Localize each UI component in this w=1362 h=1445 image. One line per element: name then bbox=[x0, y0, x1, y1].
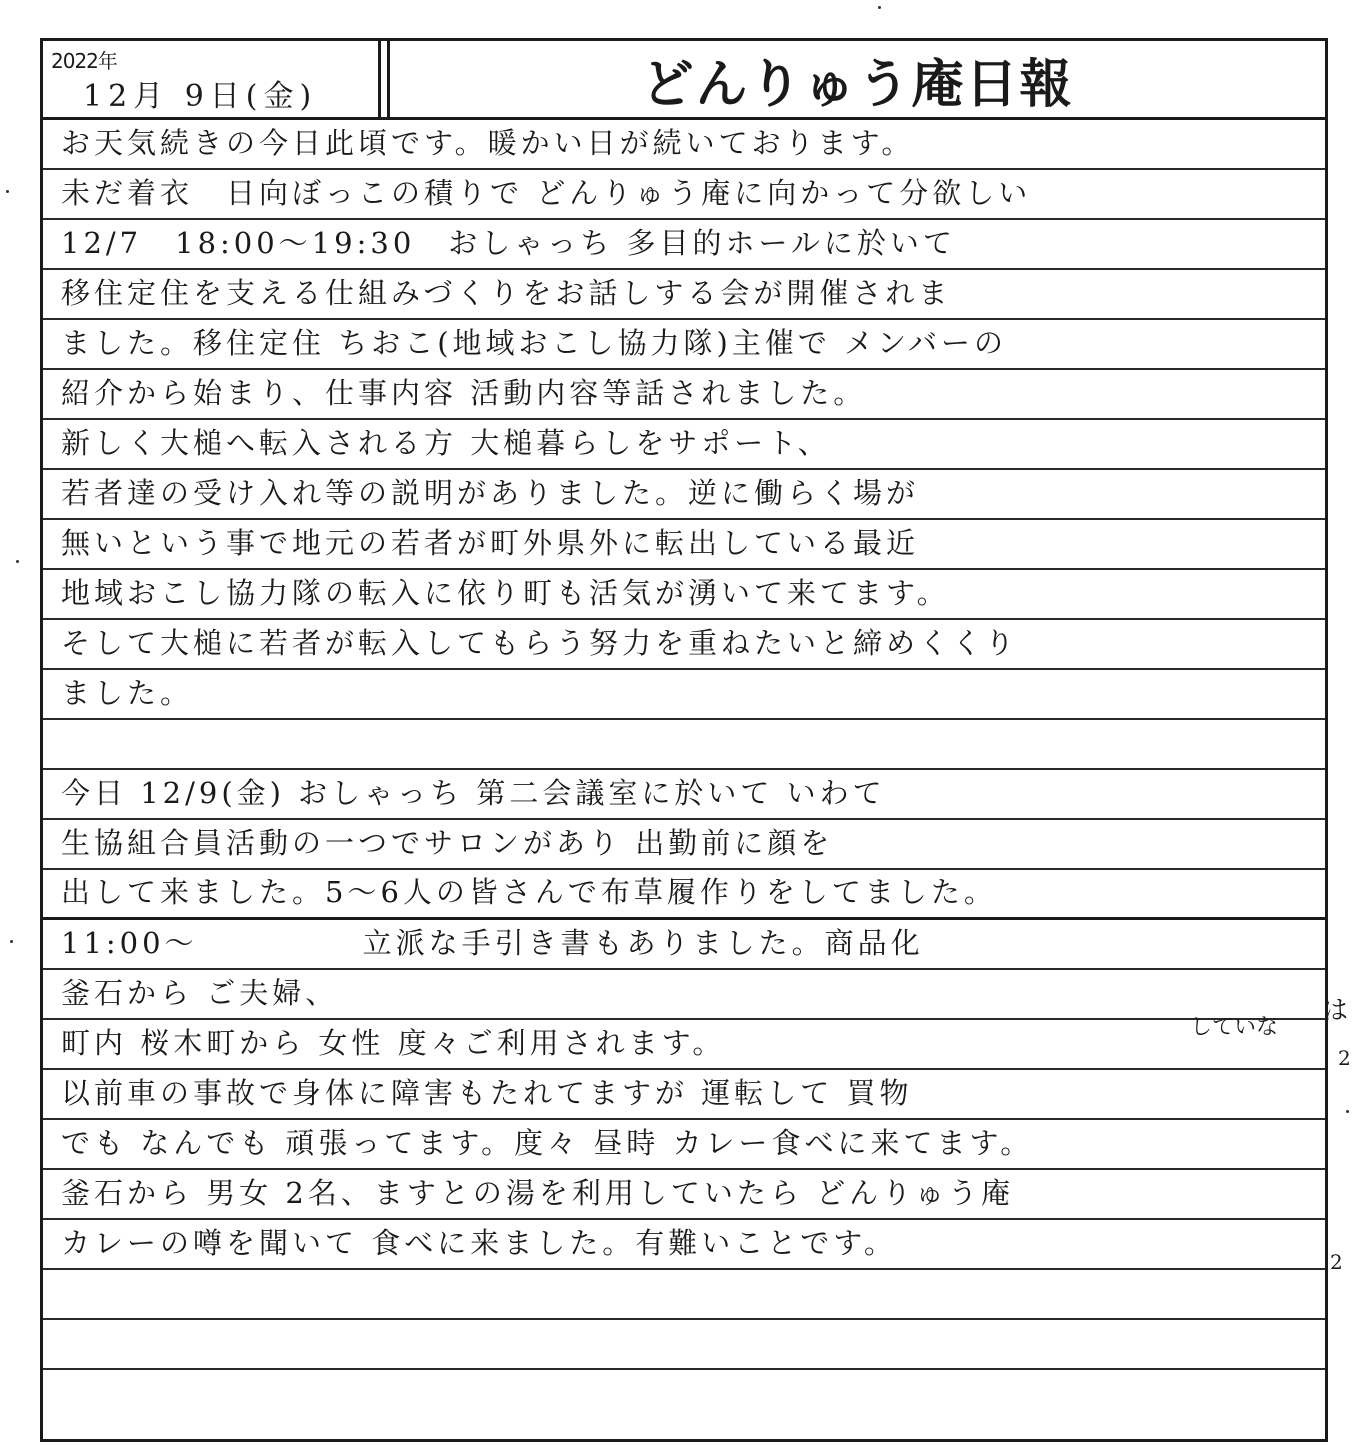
report-line bbox=[43, 770, 1325, 820]
report-line bbox=[43, 120, 1325, 170]
report-line bbox=[43, 1320, 1325, 1370]
report-line bbox=[43, 1020, 1325, 1070]
report-line bbox=[43, 1270, 1325, 1320]
report-line bbox=[43, 970, 1325, 1020]
report-title: どんりゅう庵日報 bbox=[641, 54, 1074, 115]
scan-speck bbox=[6, 190, 9, 193]
margin-note: 2 bbox=[1330, 1250, 1343, 1274]
line-text: 若者達の受け入れ等の説明がありました。逆に働らく場が bbox=[61, 476, 920, 510]
margin-note: 2 bbox=[1338, 1046, 1351, 1070]
report-line bbox=[43, 820, 1325, 870]
line-text: 未だ着衣 日向ぼっこの積りで どんりゅう庵に向かって分欲しい bbox=[61, 176, 1032, 210]
report-line bbox=[43, 870, 1325, 920]
report-line bbox=[43, 1170, 1325, 1220]
report-body bbox=[43, 120, 1325, 1370]
daily-report-sheet bbox=[40, 38, 1328, 1442]
report-line bbox=[43, 520, 1325, 570]
line-text: ました。 bbox=[61, 676, 194, 710]
report-line bbox=[43, 370, 1325, 420]
margin-note: は bbox=[1322, 996, 1349, 1026]
line-text: 11:00〜 立派な手引き書もありました。商品化 bbox=[61, 926, 924, 960]
line-text: 12/7 18:00〜19:30 おしゃっち 多目的ホールに於いて bbox=[61, 221, 1315, 262]
line-text: 今日 12/9(金) おしゃっち 第二会議室に於いて いわて bbox=[61, 771, 1315, 812]
report-year: 2022年 bbox=[51, 49, 117, 73]
report-line bbox=[43, 920, 1325, 970]
report-line bbox=[43, 470, 1325, 520]
report-line bbox=[43, 620, 1325, 670]
scan-speck bbox=[878, 6, 881, 9]
report-line bbox=[43, 1070, 1325, 1120]
report-line bbox=[43, 220, 1325, 270]
report-line bbox=[43, 270, 1325, 320]
line-text: ました。移住定住 ちおこ(地域おこし協力隊)主催で メンバーの bbox=[61, 326, 1008, 360]
report-line bbox=[43, 570, 1325, 620]
date-box bbox=[43, 41, 381, 117]
line-text: 釜石から 男女 2名、ますとの湯を利用していたら どんりゅう庵 bbox=[61, 1171, 1315, 1212]
line-text: 釜石から ご夫婦、 bbox=[61, 971, 1315, 1012]
report-line bbox=[43, 670, 1325, 720]
line-text: でも なんでも 頑張ってます。度々 昼時 カレー食べに来てます。 bbox=[61, 1126, 1034, 1160]
line-text: そして大槌に若者が転入してもらう努力を重ねたいと締めくくり bbox=[61, 626, 1019, 660]
line-text: 生協組合員活動の一つでサロンがあり 出勤前に顔を bbox=[61, 826, 834, 860]
scan-speck bbox=[16, 560, 19, 563]
line-text: 移住定住を支える仕組みづくりをお話しする会が開催されま bbox=[61, 276, 952, 310]
report-line bbox=[43, 1120, 1325, 1170]
scan-speck bbox=[1346, 1110, 1349, 1113]
title-box bbox=[387, 41, 1325, 117]
report-line bbox=[43, 420, 1325, 470]
line-text: 出して来ました。5〜6人の皆さんで布草履作りをしてました。 bbox=[61, 875, 997, 909]
line-text: 以前車の事故で身体に障害もたれてますが 運転して 買物 bbox=[61, 1076, 913, 1110]
report-line bbox=[43, 1220, 1325, 1270]
line-text: お天気続きの今日此頃です。暖かい日が続いております。 bbox=[61, 126, 915, 160]
line-text: 町内 桜木町から 女性 度々ご利用されます。 bbox=[61, 1021, 1315, 1062]
line-text: 地域おこし協力隊の転入に依り町も活気が湧いて来てます。 bbox=[61, 576, 950, 610]
report-line bbox=[43, 720, 1325, 770]
line-text: 新しく大槌へ転入される方 大槌暮らしをサポート、 bbox=[61, 426, 831, 460]
line-text: 無いという事で地元の若者が町外県外に転出している最近 bbox=[61, 526, 920, 560]
margin-note: していな bbox=[1190, 1015, 1279, 1040]
report-line bbox=[43, 170, 1325, 220]
line-text: 紹介から始まり、仕事内容 活動内容等話されました。 bbox=[61, 376, 867, 410]
line-text: カレーの噂を聞いて 食べに来ました。有難いことです。 bbox=[61, 1226, 897, 1260]
report-date: 12月 9日(金) bbox=[83, 79, 318, 114]
scan-speck bbox=[10, 940, 13, 943]
report-line bbox=[43, 320, 1325, 370]
